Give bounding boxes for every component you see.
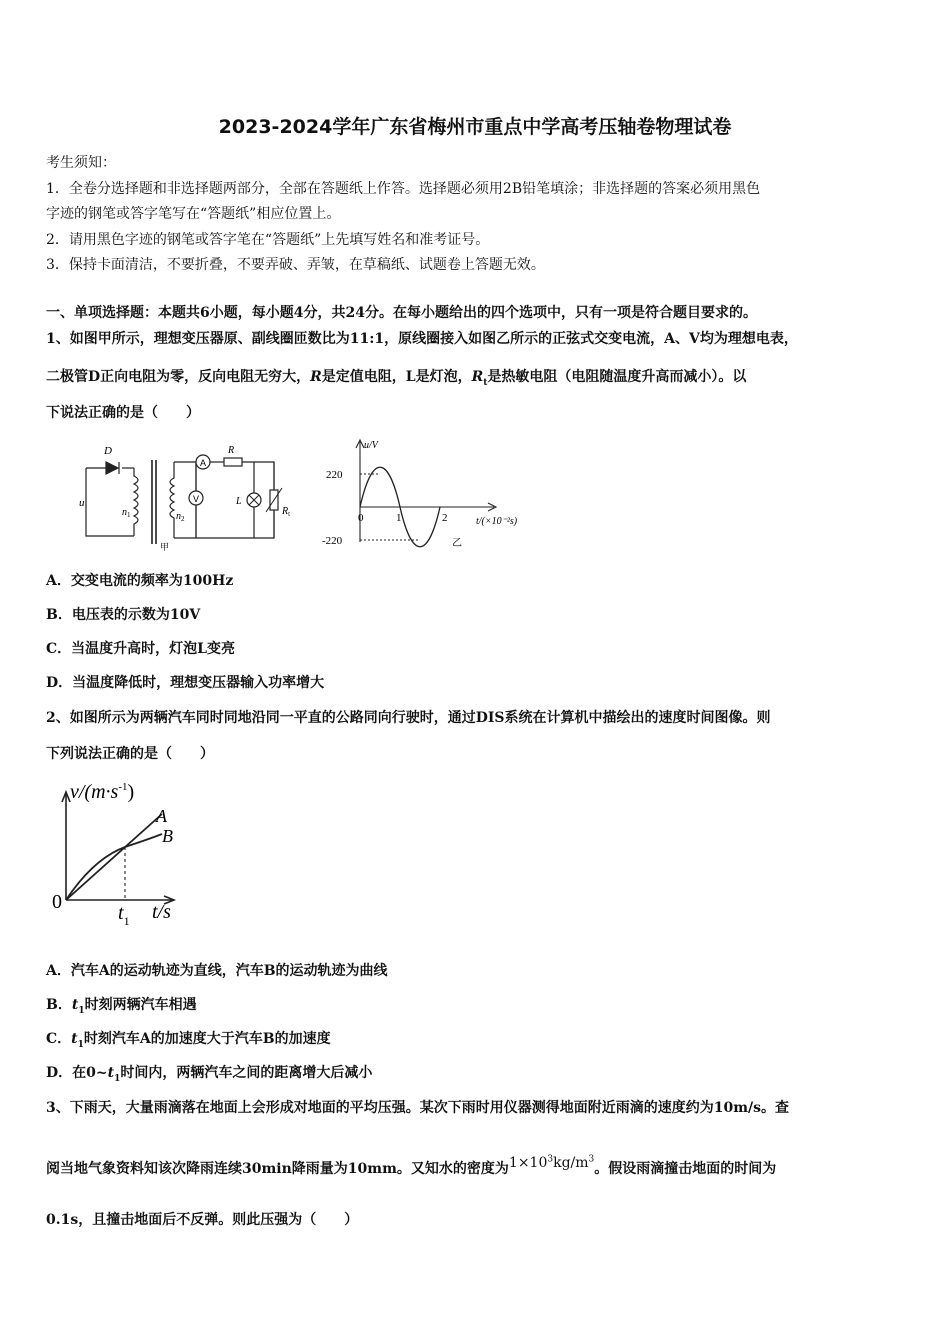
graph-origin: 0 — [52, 891, 62, 913]
q2-option-b[interactable]: B．$t_1$时刻两辆汽车相遇 — [46, 997, 197, 1016]
q1-stem-line2 — [46, 366, 746, 388]
q1-stem-text: 二极管D正向电阻为零，反向电阻无穷大， — [46, 369, 311, 385]
q2-stem-line2: 下列说法正确的是（ ） — [46, 746, 214, 762]
q1-option-b[interactable]: B．电压表的示数为10V — [46, 607, 201, 623]
waveform-origin: 0 — [358, 512, 364, 524]
thermistor-label: $R_t$ — [282, 506, 291, 518]
notice-item: 3．保持卡面清洁，不要折叠，不要弄破、弄皱，在草稿纸、试题卷上答题无效。 — [46, 257, 545, 273]
figure-caption-yi: 乙 — [452, 538, 462, 549]
lamp-label: L — [236, 496, 242, 507]
q3-stem-line1: 3、下雨天，大量雨滴落在地面上会形成对地面的平均压强。某次下雨时用仪器测得地面附近雨滴的速度约为10m/s。查 — [46, 1100, 790, 1116]
q1-option-d[interactable]: D．当温度降低时，理想变压器输入功率增大 — [46, 675, 325, 691]
diode-label: D — [104, 445, 112, 457]
secondary-coil — [170, 462, 174, 538]
page-title: 2023-2024学年广东省梅州市重点中学高考压轴卷物理试卷 — [218, 116, 732, 138]
graph-ylabel: $v/(m\cdot s^{-1})$ — [70, 781, 135, 803]
q2-option-d[interactable]: D．在$0\sim t_1$时间内，两辆汽车之间的距离增大后减小 — [46, 1065, 373, 1084]
q2-option-c[interactable]: C．$t_1$时刻汽车A的加速度大于汽车B的加速度 — [46, 1031, 331, 1050]
notice-item: 字迹的钢笔或答字笔写在“答题纸”相应位置上。 — [46, 206, 341, 222]
figure-caption-jia: 甲 — [160, 543, 170, 553]
ammeter-label: A — [200, 458, 207, 468]
q3-stem-line3: 0.1s，且撞击地面后不反弹。则此压强为（ ） — [46, 1212, 359, 1228]
resistor-symbol — [224, 458, 242, 466]
diode-symbol — [106, 462, 118, 474]
graph-label-B: B — [162, 826, 173, 846]
q1-stem-line3: 下说法正确的是（ ） — [46, 405, 200, 421]
n1-label: $n_1$ — [122, 507, 131, 519]
section-heading: 一、单项选择题：本题共6小题，每小题4分，共24分。在每小题给出的四个选项中，只有一项是符合题目要求的。 — [46, 305, 757, 321]
q1-circuit-figure — [76, 440, 306, 555]
q1-symbol-Rt: R — [471, 369, 484, 385]
q2-stem-line1: 2、如图所示为两辆汽车同时同地沿同一平直的公路同向行驶时，通过DIS系统在计算机中描绘出的速度时间图像。则 — [46, 710, 771, 726]
waveform-xtick-2: 2 — [442, 512, 448, 524]
q2-option-a[interactable]: A．汽车A的运动轨迹为直线，汽车B的运动轨迹为曲线 — [46, 963, 388, 979]
q1-symbol-Rt-sub: t — [483, 377, 488, 388]
q1-option-c[interactable]: C．当温度升高时，灯泡L变亮 — [46, 641, 235, 657]
graph-xlabel: t/s — [152, 901, 171, 923]
waveform-ylabel: u/V — [364, 440, 378, 451]
graph-label-A: A — [156, 806, 167, 826]
line-A — [66, 814, 162, 900]
n2-label: $n_2$ — [176, 511, 185, 523]
q2-velocity-time-graph — [48, 774, 198, 934]
resistor-label: R — [228, 445, 235, 456]
primary-wire — [86, 468, 134, 536]
notice-item: 1．全卷分选择题和非选择题两部分，全部在答题纸上作答。选择题必须用2B铅笔填涂；非选择题的答案必须用黑色 — [46, 181, 761, 197]
waveform-ytick-bottom: -220 — [322, 535, 343, 547]
graph-t1: $t_1$ — [118, 902, 130, 928]
density-formula: $1\times 10^3kg/m^3$ — [508, 1154, 595, 1171]
notice-item: 2．请用黑色字迹的钢笔或答字笔在“答题纸”上先填写姓名和准考证号。 — [46, 232, 490, 248]
q1-option-a[interactable]: A．交变电流的频率为100Hz — [46, 573, 234, 589]
notice-heading: 考生须知： — [46, 155, 116, 171]
q1-stem-text: 是定值电阻，L是灯泡， — [321, 369, 472, 385]
waveform-xtick-1: 1 — [396, 512, 402, 524]
q1-stem-text: 是热敏电阻（电阻随温度升高而减小）。以 — [487, 369, 747, 385]
q1-stem-line1: 1、如图甲所示，理想变压器原、副线圈匝数比为11:1，原线圈接入如图乙所示的正弦式交变电流，A、V均为理想电表， — [46, 331, 798, 347]
voltmeter-label: V — [193, 494, 200, 504]
curve-B — [66, 834, 162, 900]
waveform-xlabel: t/(×10⁻²s) — [476, 516, 518, 527]
q1-symbol-R: R — [310, 369, 322, 385]
primary-coil — [134, 468, 138, 536]
waveform-ytick-top: 220 — [326, 469, 343, 481]
q3-stem-line2: 阅当地气象资料知该次降雨连续30min降雨量为10mm。又知水的密度为$1\times 10^3kg/m^3$。假设雨滴撞击地面的时间为 — [46, 1154, 777, 1177]
q1-waveform-figure — [316, 432, 546, 552]
source-label: u — [79, 497, 85, 509]
